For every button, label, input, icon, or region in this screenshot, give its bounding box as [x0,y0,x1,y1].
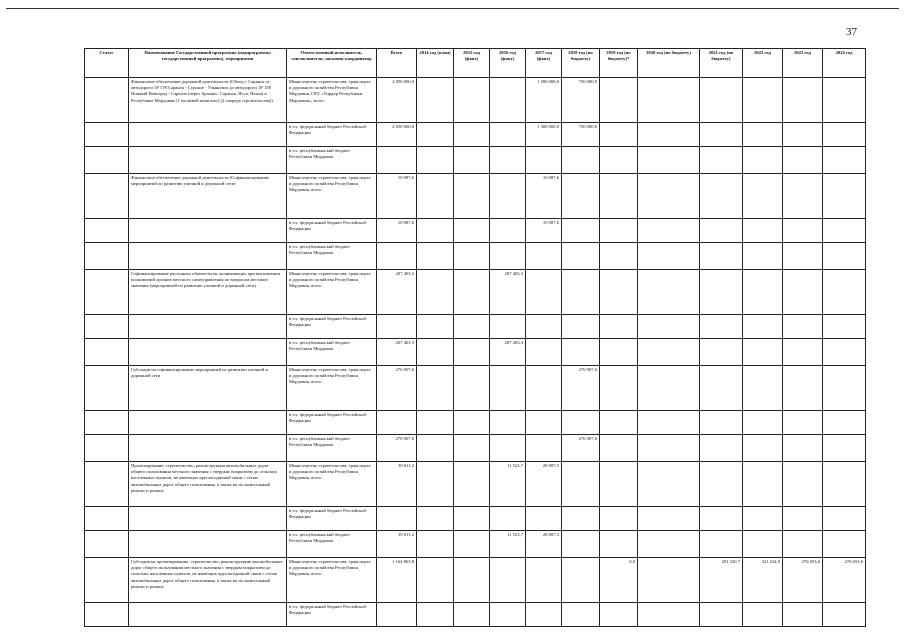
amount-cell [600,531,638,558]
column-header: 2017 год (факт) [526,49,562,78]
table-row [85,411,866,435]
amount-cell [454,558,490,603]
amount-cell [417,219,454,243]
amount-cell [783,123,823,147]
table-row [85,243,866,270]
amount-cell [783,366,823,411]
executor-cell: в т.ч. федеральный бюджет Российской Федерации [287,315,377,339]
amount-cell [743,147,783,174]
amount-cell [417,507,454,531]
measure-name-cell [129,603,287,627]
amount-cell [600,462,638,507]
amount-cell [526,270,562,315]
amount-cell [638,366,700,411]
amount-cell [783,174,823,219]
amount-cell [783,507,823,531]
status-cell [85,462,129,507]
amount-cell [700,435,743,462]
amount-cell [638,411,700,435]
amount-cell [490,174,526,219]
amount-cell [490,315,526,339]
amount-cell [823,435,866,462]
amount-cell [783,462,823,507]
amount-cell [700,270,743,315]
executor-cell: в т.ч. республиканский бюджет Республики Мордовия [287,435,377,462]
amount-cell [377,603,417,627]
amount-cell [700,411,743,435]
column-header: 2021 год (по бюджету) [700,49,743,78]
measure-name-cell: Проектирование, строительство, реконструкция автомобильных дорог общего пользования местного значения с твердым покрытием до сельских населенных пунктов, не имеющих круглогодичной связи с сетью автомобильных дорог общего пользования, а также на их капитальный ремонт и ремонт [129,462,287,507]
amount-cell [700,339,743,366]
measure-name-cell [129,435,287,462]
measure-name-cell [129,315,287,339]
amount-cell [638,78,700,123]
amount-cell [417,411,454,435]
column-header: Статус [85,49,129,78]
status-cell [85,174,129,219]
measure-name-cell [129,243,287,270]
page-number: 37 [846,26,857,38]
status-cell [85,123,129,147]
amount-cell [526,558,562,603]
amount-cell [417,603,454,627]
amount-cell: 750 000,0 [562,123,600,147]
column-header: 2022 год [743,49,783,78]
status-cell [85,270,129,315]
amount-cell [783,603,823,627]
amount-cell [377,147,417,174]
amount-cell [562,507,600,531]
column-header: 2020 год (по бюджету) [638,49,700,78]
amount-cell [823,339,866,366]
amount-cell [700,219,743,243]
measure-name-cell [129,219,287,243]
amount-cell [454,147,490,174]
amount-cell [526,339,562,366]
executor-cell: в т.ч. республиканский бюджет Республики Мордовия [287,339,377,366]
amount-cell [743,366,783,411]
amount-cell: 1 164 863,8 [377,558,417,603]
amount-cell: 10 087,6 [526,219,562,243]
amount-cell [377,243,417,270]
amount-cell [638,123,700,147]
amount-cell: 0,0 [600,558,638,603]
amount-cell [526,243,562,270]
status-cell [85,531,129,558]
amount-cell [490,435,526,462]
amount-cell: 11 523,7 [490,531,526,558]
amount-cell [783,78,823,123]
measure-name-cell [129,507,287,531]
executor-cell: Министерство строительства, транспорта и дорожного хозяйства Республики Мордовия, всего [287,366,377,411]
amount-cell [454,411,490,435]
amount-cell [638,174,700,219]
amount-cell [823,270,866,315]
amount-cell: 276 907,6 [562,366,600,411]
amount-cell [417,174,454,219]
amount-cell [417,270,454,315]
amount-cell [562,411,600,435]
amount-cell [700,603,743,627]
column-header: 2024 год [823,49,866,78]
amount-cell [490,147,526,174]
amount-cell [600,147,638,174]
amount-cell [823,531,866,558]
executor-cell: Министерство строительства, транспорта и дорожного хозяйства Республики Мордовия, всего [287,174,377,219]
amount-cell [454,462,490,507]
amount-cell [600,315,638,339]
amount-cell [490,558,526,603]
amount-cell [490,78,526,123]
amount-cell [454,270,490,315]
amount-cell: 28 087,5 [526,531,562,558]
measure-name-cell [129,339,287,366]
measure-name-cell: Софинансирование расходных обязательств, возникающих при выполнении полномочий органов местного самоуправления по вопросам местного значения (мероприятий по развитию уличной и дорожной сети) [129,270,287,315]
amount-cell [638,270,700,315]
amount-cell [562,339,600,366]
amount-cell [743,243,783,270]
amount-cell [700,531,743,558]
column-header: Всего [377,49,417,78]
amount-cell: 276 907,6 [377,435,417,462]
amount-cell: 10 087,6 [377,174,417,219]
table-row [85,507,866,531]
executor-cell: Министерство строительства, транспорта и дорожного хозяйства Республики Мордовия, всего [287,462,377,507]
column-header: 2018 год (по бюджету) [562,49,600,78]
amount-cell [743,78,783,123]
amount-cell: 2 050 000,0 [377,78,417,123]
amount-cell [743,123,783,147]
amount-cell [490,243,526,270]
amount-cell: 207 403,3 [490,339,526,366]
amount-cell [743,531,783,558]
amount-cell [743,411,783,435]
amount-cell [417,558,454,603]
amount-cell [783,435,823,462]
measure-name-cell: Субсидия на проектирование, строительство, реконструкцию автомобильных дорог общего пользования местного значения с твердым покрытием до сельских населенных пунктов, не имеющих круглогодичной связи с сетью автомобильных дорог общего пользования, а также на их капитальный ремонт и ремонт [129,558,287,603]
amount-cell [600,411,638,435]
amount-cell [600,174,638,219]
amount-cell [562,147,600,174]
amount-cell [600,123,638,147]
table-row [85,558,866,603]
amount-cell: 207 403,3 [490,270,526,315]
amount-cell [743,174,783,219]
table-row [85,174,866,219]
table-row [85,270,866,315]
amount-cell [823,174,866,219]
amount-cell [823,243,866,270]
column-header: 2015 год (факт) [454,49,490,78]
amount-cell [454,339,490,366]
table-row [85,531,866,558]
amount-cell [490,123,526,147]
amount-cell [638,531,700,558]
measure-name-cell: Финансовое обеспечение дорожной деятельности (Обход г. Саранск от автодороги 1Р 178 Саранск - Сурское - Ульяновск до автодороги 1Р 158 Нижний Новгород - Саратов (через Арзамас, Саранск, Исса, Пенза) в Республике Мордовия (1 пусковой комплекс) (2 очередь строительства)) [129,78,287,123]
amount-cell [600,507,638,531]
measure-name-cell: Финансовое обеспечение дорожной деятельности (Софинансирование мероприятий по развитию уличной и дорожной сети) [129,174,287,219]
amount-cell [562,174,600,219]
status-cell [85,315,129,339]
status-cell [85,366,129,411]
executor-cell: Министерство строительства, транспорта и дорожного хозяйства Республики Мордовия, ГКУ «Упрдор Республики Мордовия», всего [287,78,377,123]
amount-cell [562,531,600,558]
amount-cell [638,507,700,531]
amount-cell [454,435,490,462]
budget-table [84,48,866,627]
amount-cell [743,315,783,339]
status-cell [85,435,129,462]
amount-cell [743,603,783,627]
amount-cell [454,315,490,339]
amount-cell [454,366,490,411]
amount-cell [600,603,638,627]
amount-cell [783,219,823,243]
amount-cell [783,531,823,558]
amount-cell: 2 050 000,0 [377,123,417,147]
amount-cell [638,315,700,339]
amount-cell [417,366,454,411]
amount-cell [562,603,600,627]
amount-cell [377,507,417,531]
table-row [85,147,866,174]
amount-cell [700,462,743,507]
amount-cell [823,147,866,174]
amount-cell [377,411,417,435]
amount-cell [700,147,743,174]
amount-cell [600,339,638,366]
amount-cell [743,339,783,366]
status-cell [85,411,129,435]
amount-cell: 321 234,9 [743,558,783,603]
executor-cell: в т.ч. федеральный бюджет Российской Федерации [287,603,377,627]
status-cell [85,219,129,243]
amount-cell [562,243,600,270]
amount-cell [454,603,490,627]
table-row [85,462,866,507]
status-cell [85,147,129,174]
amount-cell [600,435,638,462]
amount-cell [823,411,866,435]
amount-cell [454,243,490,270]
amount-cell [562,558,600,603]
table-row [85,435,866,462]
amount-cell [783,411,823,435]
amount-cell [526,507,562,531]
table-row [85,603,866,627]
amount-cell [454,174,490,219]
amount-cell: 39 611,2 [377,462,417,507]
amount-cell [638,339,700,366]
amount-cell [700,366,743,411]
amount-cell [638,435,700,462]
amount-cell: 750 000,0 [562,78,600,123]
amount-cell [526,411,562,435]
column-header: 2023 год [783,49,823,78]
amount-cell [783,243,823,270]
column-header: Ответственный исполнитель, соисполнители, заказчик-координатор [287,49,377,78]
amount-cell [823,462,866,507]
amount-cell [417,147,454,174]
executor-cell: в т.ч. федеральный бюджет Российской Федерации [287,123,377,147]
amount-cell [638,219,700,243]
amount-cell [823,315,866,339]
amount-cell [823,366,866,411]
amount-cell [600,219,638,243]
table-body [85,78,866,627]
amount-cell [562,219,600,243]
amount-cell [783,147,823,174]
amount-cell [743,219,783,243]
amount-cell [490,603,526,627]
amount-cell [454,531,490,558]
amount-cell [562,270,600,315]
executor-cell: в т.ч. федеральный бюджет Российской Федерации [287,411,377,435]
amount-cell [638,603,700,627]
amount-cell: 276 907,6 [562,435,600,462]
amount-cell: 10 087,6 [377,219,417,243]
amount-cell [417,78,454,123]
amount-cell: 291 320,7 [700,558,743,603]
amount-cell [377,315,417,339]
amount-cell [700,243,743,270]
amount-cell [700,174,743,219]
executor-cell: в т.ч. республиканский бюджет Республики Мордовия [287,147,377,174]
amount-cell: 276 907,6 [377,366,417,411]
amount-cell: 39 611,2 [377,531,417,558]
column-header: 2016 год (факт) [490,49,526,78]
amount-cell [454,219,490,243]
executor-cell: в т.ч. республиканский бюджет Республики Мордовия [287,243,377,270]
amount-cell [600,366,638,411]
measure-name-cell [129,147,287,174]
amount-cell: 28 087,5 [526,462,562,507]
amount-cell [638,462,700,507]
amount-cell [783,270,823,315]
amount-cell [490,411,526,435]
amount-cell [417,531,454,558]
amount-cell [743,462,783,507]
measure-name-cell [129,411,287,435]
status-cell [85,603,129,627]
amount-cell: 276 053,6 [823,558,866,603]
executor-cell: в т.ч. федеральный бюджет Российской Федерации [287,507,377,531]
amount-cell [743,435,783,462]
amount-cell: 276 053,6 [783,558,823,603]
amount-cell [600,78,638,123]
amount-cell: 11 523,7 [490,462,526,507]
amount-cell: 10 087,6 [526,174,562,219]
amount-cell [638,147,700,174]
amount-cell [700,78,743,123]
amount-cell [743,507,783,531]
amount-cell [490,366,526,411]
amount-cell [526,366,562,411]
amount-cell [823,603,866,627]
status-cell [85,507,129,531]
amount-cell: 1 300 000,0 [526,78,562,123]
amount-cell [526,435,562,462]
executor-cell: в т.ч. федеральный бюджет Российской Федерации [287,219,377,243]
table-row [85,123,866,147]
column-header: 2014 год (план) [417,49,454,78]
amount-cell [526,147,562,174]
amount-cell [700,123,743,147]
amount-cell [743,270,783,315]
amount-cell [783,315,823,339]
amount-cell: 1 300 000,0 [526,123,562,147]
amount-cell [638,243,700,270]
table-row [85,315,866,339]
executor-cell: Министерство строительства, транспорта и дорожного хозяйства Республики Мордовия, всего [287,558,377,603]
table-row [85,219,866,243]
table-header-row [85,49,866,78]
amount-cell [454,78,490,123]
top-rule [6,8,899,9]
amount-cell [490,507,526,531]
column-header: 2019 год (по бюджету)* [600,49,638,78]
amount-cell: 207 403,3 [377,339,417,366]
amount-cell [490,219,526,243]
table-row [85,366,866,411]
amount-cell [600,270,638,315]
amount-cell [454,507,490,531]
amount-cell [562,315,600,339]
measure-name-cell [129,123,287,147]
amount-cell [823,507,866,531]
amount-cell [600,243,638,270]
status-cell [85,558,129,603]
amount-cell [823,123,866,147]
amount-cell [823,78,866,123]
amount-cell [526,315,562,339]
amount-cell [417,339,454,366]
amount-cell [417,243,454,270]
amount-cell [417,435,454,462]
amount-cell [562,462,600,507]
amount-cell [454,123,490,147]
measure-name-cell: Субсидии на софинансирование мероприятий по развитию уличной и дорожной сети [129,366,287,411]
table-row [85,339,866,366]
amount-cell [700,315,743,339]
status-cell [85,339,129,366]
amount-cell [783,339,823,366]
table-row [85,78,866,123]
status-cell [85,243,129,270]
column-header: Наименование Государственной программы (подпрограммы государственной программы), мероприятия [129,49,287,78]
amount-cell [638,558,700,603]
status-cell [85,78,129,123]
amount-cell: 207 403,3 [377,270,417,315]
executor-cell: в т.ч. республиканский бюджет Республики Мордовия [287,531,377,558]
measure-name-cell [129,531,287,558]
executor-cell: Министерство строительства, транспорта и дорожного хозяйства Республики Мордовия, всего [287,270,377,315]
amount-cell [526,603,562,627]
amount-cell [700,507,743,531]
amount-cell [417,123,454,147]
amount-cell [823,219,866,243]
amount-cell [417,462,454,507]
amount-cell [417,315,454,339]
